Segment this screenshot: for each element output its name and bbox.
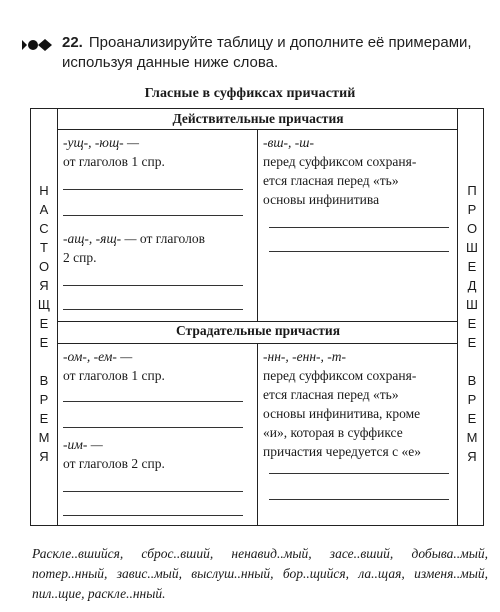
vertical-letter: Я [39, 449, 49, 464]
suffix-im: -им- — [63, 437, 103, 452]
answer-line[interactable] [63, 285, 243, 286]
vertical-letter [459, 352, 485, 371]
conj2-note: от глаголов 2 спр. [63, 456, 165, 471]
vertical-letter: Р [467, 202, 477, 217]
answer-line[interactable] [269, 251, 449, 252]
conj2-note: от глаголов [139, 231, 205, 246]
answer-line[interactable] [63, 401, 243, 402]
vertical-letter: Р [39, 392, 49, 407]
answer-line[interactable] [63, 309, 243, 310]
vertical-letter: Я [467, 449, 477, 464]
rule-line: ется гласная перед «ть» [263, 387, 399, 402]
answer-line[interactable] [63, 189, 243, 190]
section-divider [57, 321, 457, 322]
vertical-letter: Е [39, 316, 49, 331]
vertical-letter: Д [467, 278, 477, 293]
answer-line[interactable] [63, 491, 243, 492]
vertical-letter: А [39, 202, 49, 217]
vertical-letter: Е [467, 316, 477, 331]
task-marker-icon [20, 38, 54, 52]
answer-line[interactable] [269, 499, 449, 500]
vertical-letter: М [38, 430, 50, 445]
suffix-om-em: -ом-, -ем- — [63, 349, 133, 364]
rule-line: основы инфинитива, кроме [263, 406, 421, 421]
passive-participles-header: Страдательные причастия [175, 323, 340, 338]
answer-line[interactable] [269, 473, 449, 474]
passive-middle-divider [257, 343, 258, 525]
task-instruction [62, 33, 494, 73]
vertical-letter: Я [39, 278, 49, 293]
active-present-conj1 [63, 133, 165, 171]
participle-suffix-table [30, 108, 484, 526]
vertical-letter: Ш [466, 297, 478, 312]
task-number: 22. [62, 34, 83, 51]
table-title: Гласные в суффиксах причастий [144, 86, 356, 101]
answer-line[interactable] [63, 215, 243, 216]
vertical-letter: В [467, 373, 477, 388]
word-bank: Раскле..вшийся, сброс..вший, ненавид..мый, засе..вший, добыва..мый, потер..нный, завис..мый, выслуш..нный, бор..щийся, ла..щая, изменя..мый, пил..щие, раскле..нный. [32, 546, 488, 601]
rule-line: ется гласная перед «ть» [263, 173, 399, 188]
left-column-divider [57, 109, 58, 525]
vertical-letter: Е [467, 335, 477, 350]
passive-present-conj2 [63, 435, 165, 473]
conj2-note-2: 2 спр. [63, 250, 97, 265]
vertical-letter: В [39, 373, 49, 388]
vertical-letter: Щ [37, 297, 51, 312]
vertical-letter: Н [39, 183, 49, 198]
rule-line: перед суффиксом сохраня- [263, 368, 417, 383]
rule-line: «и», которая в суффиксе [263, 425, 403, 440]
vertical-letter: Ш [466, 240, 478, 255]
past-tense-label [459, 181, 485, 466]
task-text: Проанализируйте таблицу и дополните её примерами, используя данные ниже слова. [62, 34, 472, 71]
active-header-line [57, 129, 457, 130]
vertical-letter: О [466, 221, 478, 236]
suffix-ushch-yushch: -ущ-, -ющ- — [63, 135, 140, 150]
vertical-letter: Р [467, 392, 477, 407]
vertical-letter: Е [467, 259, 477, 274]
conj1-note: от глаголов 1 спр. [63, 154, 165, 169]
answer-line[interactable] [63, 515, 243, 516]
vertical-letter: С [39, 221, 49, 236]
vertical-letter [31, 352, 57, 371]
passive-header-line [57, 343, 457, 344]
suffix-vsh-sh: -вш-, -ш- [263, 135, 314, 150]
vertical-letter: П [467, 183, 477, 198]
right-column-divider [457, 109, 458, 525]
answer-line[interactable] [269, 227, 449, 228]
vertical-letter: Е [39, 411, 49, 426]
rule-line: перед суффиксом сохраня- [263, 154, 417, 169]
rule-line: основы инфинитива [263, 192, 380, 207]
vertical-letter: Е [467, 411, 477, 426]
active-past-rule [263, 133, 416, 209]
passive-past-rule [263, 347, 421, 461]
suffix-nn-enn-t: -нн-, -енн-, -т- [263, 349, 347, 364]
present-tense-label [31, 181, 57, 466]
vertical-letter: М [466, 430, 478, 445]
suffix-ashch-yashch: -ащ-, -ящ- — [63, 231, 137, 246]
active-present-conj2 [63, 229, 251, 267]
active-participles-header: Действительные причастия [172, 111, 344, 126]
answer-line[interactable] [63, 427, 243, 428]
vertical-letter: Т [40, 240, 48, 255]
vertical-letter: Е [39, 335, 49, 350]
conj1-note: от глаголов 1 спр. [63, 368, 165, 383]
rule-line: причастия чередуется с «е» [263, 444, 421, 459]
vertical-letter: О [38, 259, 50, 274]
passive-present-conj1 [63, 347, 165, 385]
active-middle-divider [257, 129, 258, 321]
